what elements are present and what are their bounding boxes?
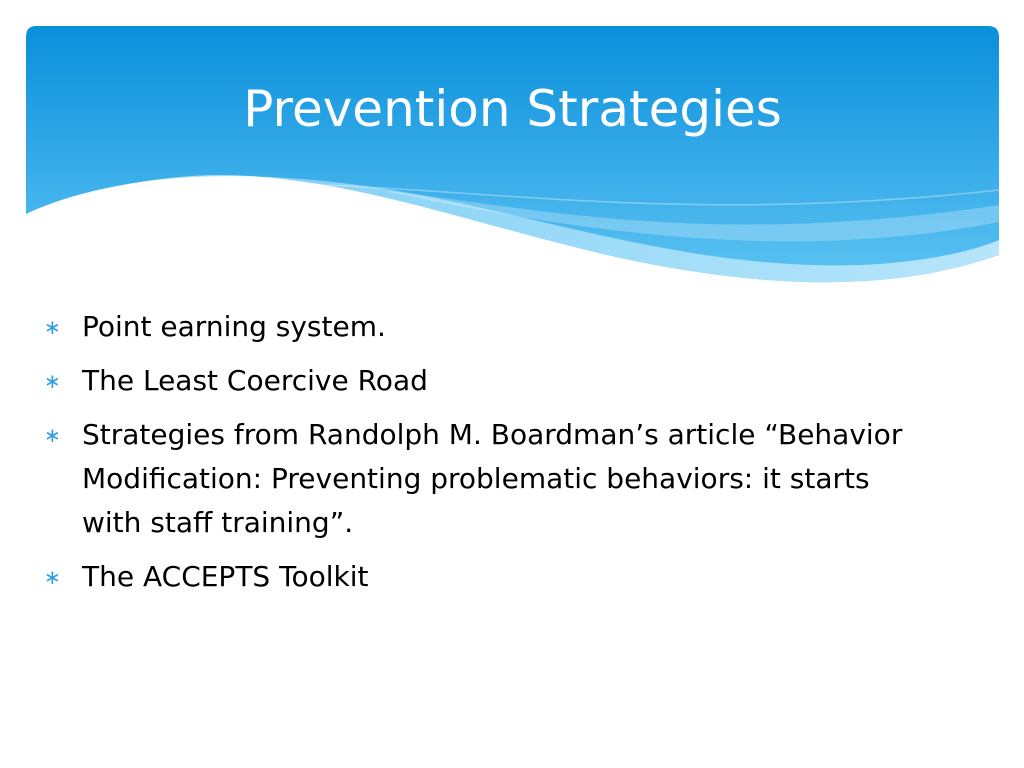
title-banner bbox=[0, 0, 1024, 290]
list-item bbox=[40, 359, 920, 403]
asterisk-icon: ∗ bbox=[44, 369, 61, 393]
asterisk-icon: ∗ bbox=[44, 315, 61, 339]
list-item bbox=[40, 305, 920, 349]
banner-background bbox=[26, 26, 999, 282]
list-item bbox=[40, 413, 920, 545]
asterisk-icon: ∗ bbox=[44, 423, 61, 447]
bullet-list bbox=[40, 305, 920, 609]
asterisk-icon: ∗ bbox=[44, 565, 61, 589]
bullet-text: Strategies from Randolph M. Boardman’s article “Behavior Modification: Preventing problematic behaviors: it starts with staff training”. bbox=[82, 418, 903, 539]
bullet-text: The Least Coercive Road bbox=[82, 364, 428, 397]
bullet-text: The ACCEPTS Toolkit bbox=[82, 560, 369, 593]
list-item bbox=[40, 555, 920, 599]
bullet-text: Point earning system. bbox=[82, 310, 386, 343]
slide-title: Prevention Strategies bbox=[243, 80, 782, 138]
banner-wave-graphic bbox=[0, 0, 1024, 290]
